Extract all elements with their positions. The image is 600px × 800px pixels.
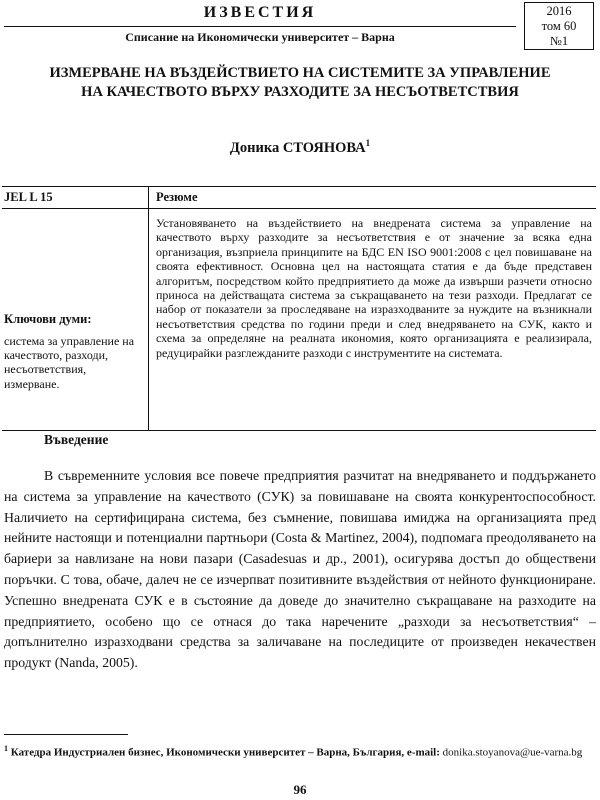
jel-code: JEL L 15 [4,190,53,204]
issue-number: №1 [549,34,569,48]
issue-volume: том 60 [541,19,577,33]
author-footnote-mark: 1 [365,138,371,148]
table-column-divider [148,186,149,431]
journal-subtitle: Списание на Икономически университет – Варна [125,30,395,44]
summary-heading: Резюме [156,190,198,204]
footnote-email: donika.stoyanova@ue-varna.bg [442,746,583,759]
page-number: 96 [293,782,307,797]
journal-title: ИЗВЕСТИЯ [203,4,317,21]
footnote [4,742,596,760]
header-divider [4,26,516,27]
journal-header [0,0,600,50]
journal-masthead [4,2,516,48]
table-top-rule [2,186,596,187]
issue-info-box [524,2,594,50]
summary-text: Установяването на въздействието на внедрената система за управление на качеството върху разходите за несъответствия е от значение за всяка една организация, възприела принципите на БДС EN ISO 9001:2008 с цел повишаване на своята ефективност. Основна цел на настоящата статия е да бъде представен алгоритъм, посредством който предприятието да може да извърши разчети относно приноса на действащата система за съкращаването на тези разходи. Предлагат се набор от показатели за проследяване на изразходваните за нуждите на възникнали несъответствия средства по години преди и след внедряването на СУК, както и схема за определяне на реалната икономия, която организацията е реализирала, редуцирайки разглежданите разходи с инструментите на системата. [156,216,592,360]
table-header-rule [2,208,596,209]
keywords-text: система за управление на качеството, разходи, несъответствия, измерване. [4,334,135,391]
footnote-mark: 1 [4,744,8,753]
author-name: Доника СТОЯНОВА [229,139,366,156]
section-heading: Въведение [44,432,109,447]
article-title: ИЗМЕРВАНЕ НА ВЪЗДЕЙСТВИЕТО НА СИСТЕМИТЕ ЗА УПРАВЛЕНИЕ НА КАЧЕСТВОТО ВЪРХУ РАЗХОДИТЕ ЗА НЕСЪОТВЕТСТВИЯ [49,65,551,100]
body-paragraph: В съвременните условия все повече предприятия разчитат на внедряването и поддържането на система за управление на качеството (СУК) за повишаване на своята конкурентоспособност. Наличието на сертифицирана система, без съмнение, повишава имиджа на организацията пред нейните настоящи и потенциални партньори (Costa & Martinez, 2004), подпомага преодоляването на бариери за навлизане на нови пазари (Casadesuas и др., 2001), осигурява достъп до обществени поръчки. С това, обаче, далеч не се изчерпват позитивните въздействия от нейното функциониране. Успешно внедрената СУК е в състояние да доведе до значително съкращаване на разходите на предприятието, особено що се отнася до така наречените „разходи за несъответствия“ – допълнително изразходвани средства за заличаване на последиците от произведен некачествен продукт (Nanda, 2005). [4,468,596,671]
abstract-table [0,186,600,432]
issue-year: 2016 [546,4,572,18]
footnote-text: Катедра Индустриален бизнес, Икономически университет – Варна, България, e-mail: [10,746,440,759]
table-bottom-rule [2,430,596,431]
article-author [0,138,600,157]
keywords-heading: Ключови думи: [4,312,92,326]
footnote-rule [4,734,128,735]
